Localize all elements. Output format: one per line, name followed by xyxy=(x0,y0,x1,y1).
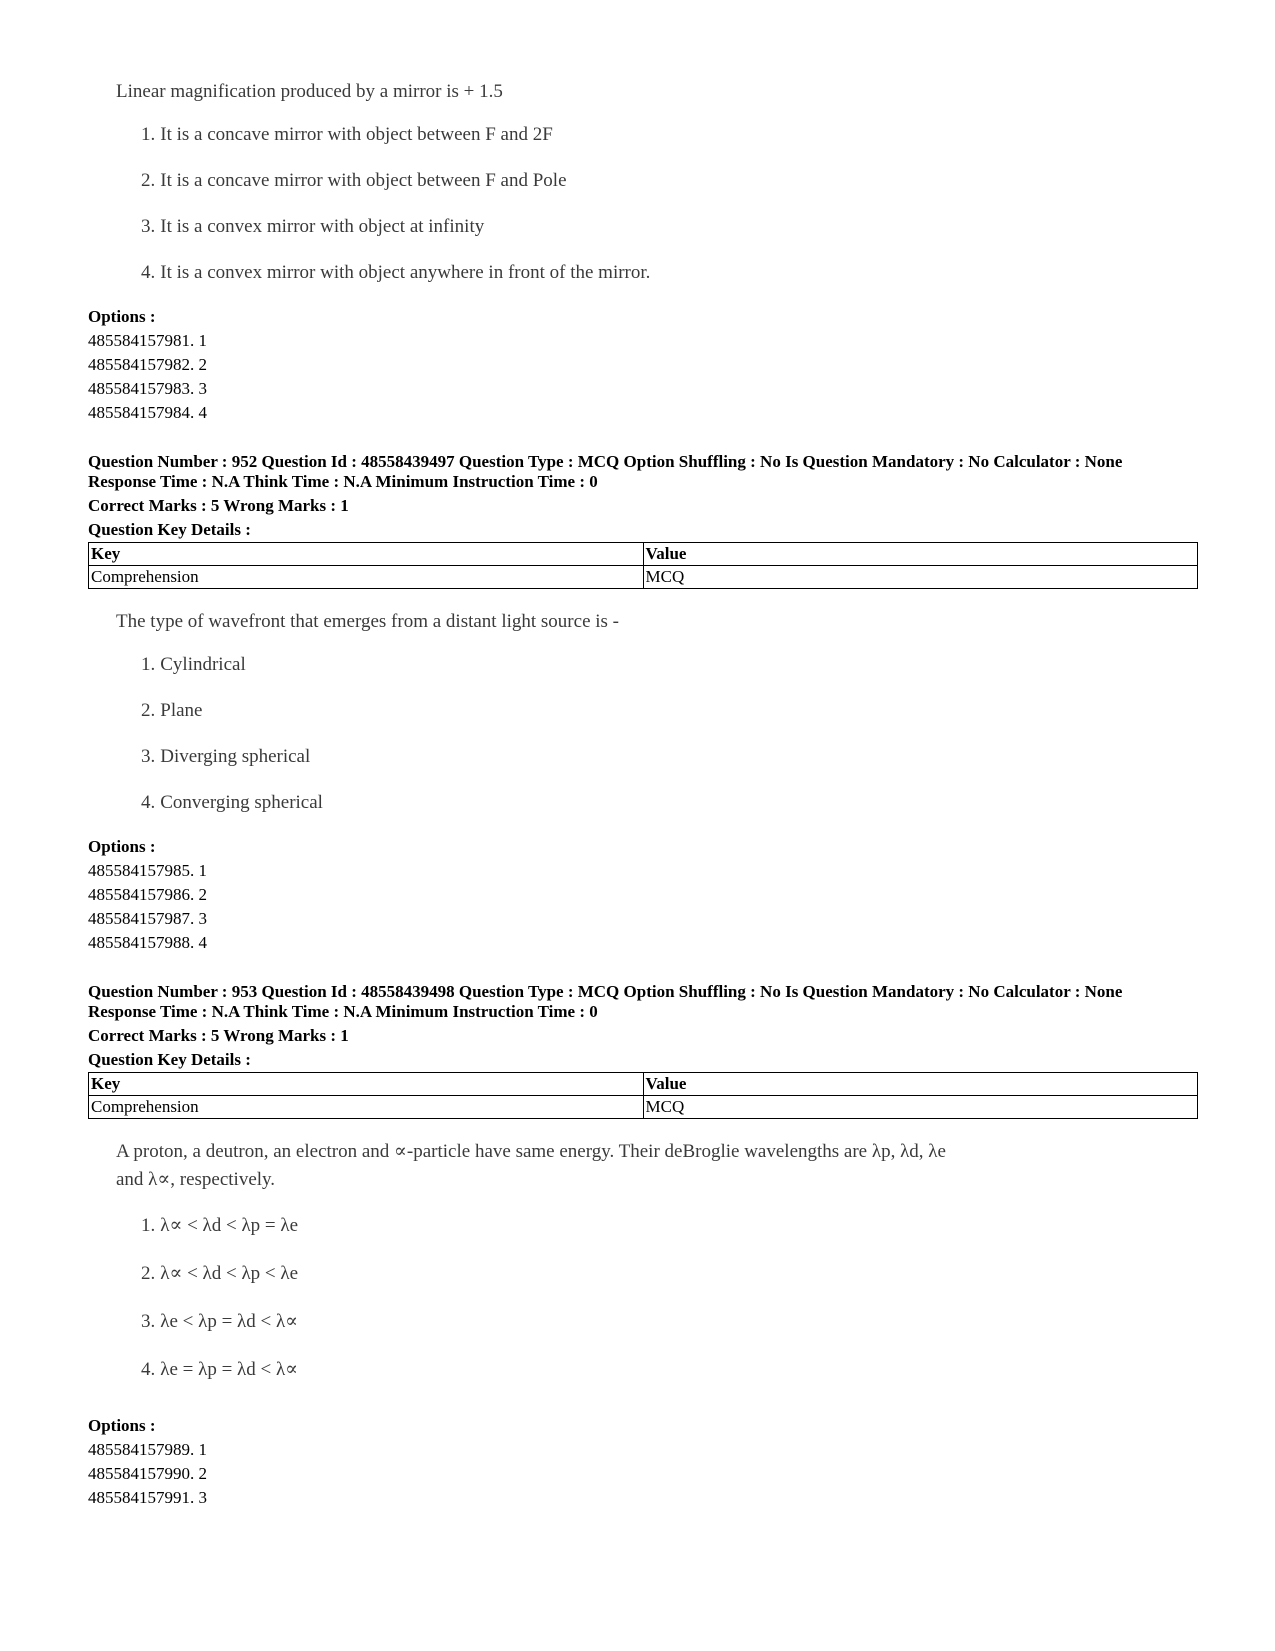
table-row xyxy=(89,1096,1198,1119)
question-meta-line: Response Time : N.A Think Time : N.A Minimum Instruction Time : 0 xyxy=(88,472,598,491)
table-header-row xyxy=(89,1073,1198,1096)
choice-item: 4. Converging spherical xyxy=(141,792,323,813)
table-header-row xyxy=(89,543,1198,566)
option-line: 485584157985. 1 xyxy=(88,861,207,880)
question-953-image xyxy=(88,1138,946,1404)
table-cell-value: MCQ xyxy=(643,1096,1198,1119)
options-title: Options : xyxy=(88,307,156,326)
marks-line: Correct Marks : 5 Wrong Marks : 1 xyxy=(88,496,349,515)
question-stem-continued: and λ∝, respectively. xyxy=(116,1169,276,1190)
option-line: 485584157991. 3 xyxy=(88,1488,207,1507)
option-line: 485584157987. 3 xyxy=(88,909,207,928)
table-header-key: Key xyxy=(89,1073,644,1096)
question-stem: Linear magnification produced by a mirror is + 1.5 xyxy=(116,81,503,102)
choice-item: 2. It is a concave mirror with object between F and Pole xyxy=(141,170,567,191)
choice-item: 1. λ∝ < λd < λp = λe xyxy=(141,1215,299,1236)
options-title: Options : xyxy=(88,1416,156,1435)
key-details-table xyxy=(88,542,1198,589)
question-stem: The type of wavefront that emerges from a distant light source is - xyxy=(116,611,619,632)
table-cell-key: Comprehension xyxy=(89,1096,644,1119)
options-block xyxy=(88,1414,207,1510)
table-header-value: Value xyxy=(643,543,1198,566)
key-details-table xyxy=(88,1072,1198,1119)
question-stem: A proton, a deutron, an electron and ∝-particle have same energy. Their deBroglie wavelengths are λp, λd, λe xyxy=(116,1141,946,1162)
choice-item: 2. λ∝ < λd < λp < λe xyxy=(141,1263,299,1284)
key-details-title: Question Key Details : xyxy=(88,1050,251,1069)
table-row xyxy=(89,566,1198,589)
question-952-image xyxy=(88,608,619,835)
options-block xyxy=(88,305,207,425)
table-cell-key: Comprehension xyxy=(89,566,644,589)
option-line: 485584157981. 1 xyxy=(88,331,207,350)
question-953-header xyxy=(88,982,1198,1119)
option-line: 485584157988. 4 xyxy=(88,933,207,952)
options-block xyxy=(88,835,207,955)
question-952-header xyxy=(88,452,1198,589)
option-line: 485584157983. 3 xyxy=(88,379,207,398)
question-meta-line: Response Time : N.A Think Time : N.A Minimum Instruction Time : 0 xyxy=(88,1002,598,1021)
options-title: Options : xyxy=(88,837,156,856)
choice-item: 3. Diverging spherical xyxy=(141,746,311,767)
option-line: 485584157986. 2 xyxy=(88,885,207,904)
choice-item: 4. It is a convex mirror with object anywhere in front of the mirror. xyxy=(141,262,651,283)
choice-item: 1. Cylindrical xyxy=(141,654,246,675)
choice-item: 3. It is a convex mirror with object at infinity xyxy=(141,216,485,237)
table-header-value: Value xyxy=(643,1073,1198,1096)
option-line: 485584157984. 4 xyxy=(88,403,207,422)
choice-item: 2. Plane xyxy=(141,700,203,721)
option-line: 485584157989. 1 xyxy=(88,1440,207,1459)
question-951-image xyxy=(88,78,650,305)
question-meta-line: Question Number : 953 Question Id : 48558439498 Question Type : MCQ Option Shuffling : No Is Question Mandatory : No Calculator : None xyxy=(88,982,1123,1001)
choice-item: 1. It is a concave mirror with object between F and 2F xyxy=(141,124,553,145)
marks-line: Correct Marks : 5 Wrong Marks : 1 xyxy=(88,1026,349,1045)
option-line: 485584157990. 2 xyxy=(88,1464,207,1483)
choice-item: 3. λe < λp = λd < λ∝ xyxy=(141,1311,299,1332)
option-line: 485584157982. 2 xyxy=(88,355,207,374)
question-meta-line: Question Number : 952 Question Id : 48558439497 Question Type : MCQ Option Shuffling : No Is Question Mandatory : No Calculator : None xyxy=(88,452,1123,471)
table-header-key: Key xyxy=(89,543,644,566)
choice-item: 4. λe = λp = λd < λ∝ xyxy=(141,1359,299,1380)
key-details-title: Question Key Details : xyxy=(88,520,251,539)
table-cell-value: MCQ xyxy=(643,566,1198,589)
